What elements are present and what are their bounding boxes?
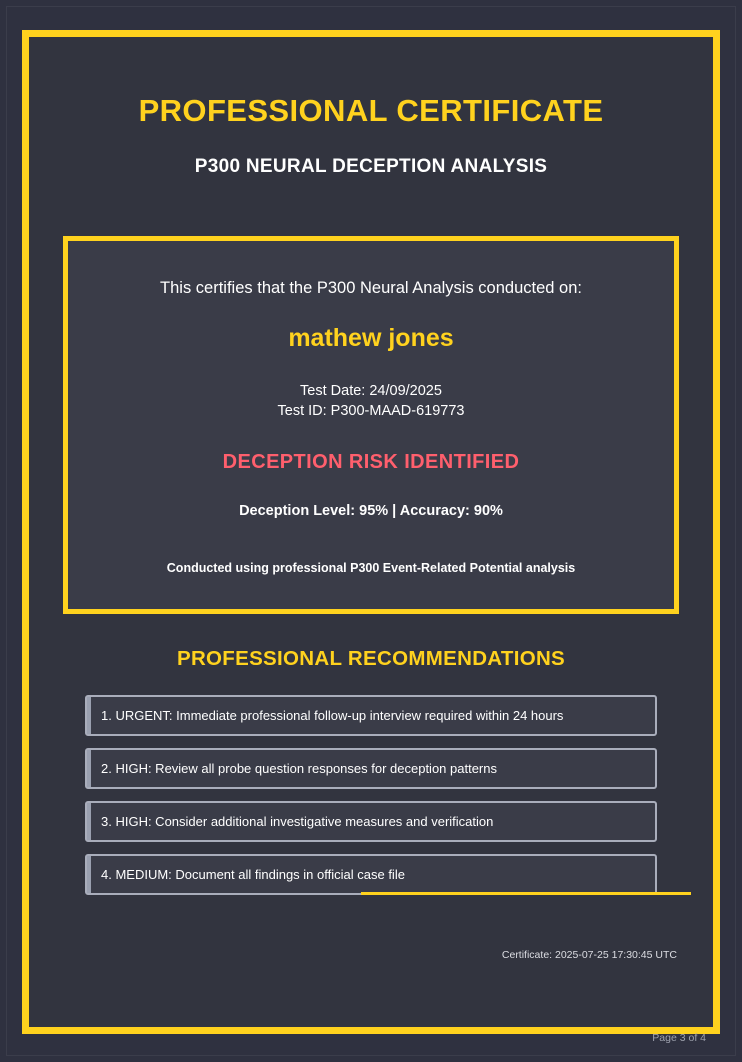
method-note: Conducted using professional P300 Event-Related Potential analysis bbox=[166, 561, 576, 575]
verdict-status: DECEPTION RISK IDENTIFIED bbox=[222, 451, 520, 473]
deception-levels: Deception Level: 95% | Accuracy: 90% bbox=[239, 503, 503, 519]
certificate-title: PROFESSIONAL CERTIFICATE bbox=[138, 93, 604, 128]
certificate-content bbox=[29, 37, 713, 1027]
page-number: Page 3 of 4 bbox=[652, 1032, 706, 1044]
subject-name: mathew jones bbox=[288, 324, 454, 352]
result-panel bbox=[63, 236, 679, 614]
list-item: 2. HIGH: Review all probe question responses for deception patterns bbox=[85, 748, 657, 789]
list-item: 1. URGENT: Immediate professional follow-up interview required within 24 hours bbox=[85, 695, 657, 736]
certificate-border bbox=[22, 30, 720, 1034]
test-id: Test ID: P300-MAAD-619773 bbox=[277, 403, 465, 419]
list-item: 4. MEDIUM: Document all findings in official case file bbox=[85, 854, 657, 895]
recommendations-list bbox=[63, 695, 679, 895]
accent-divider bbox=[361, 892, 691, 895]
recommendations-heading: PROFESSIONAL RECOMMENDATIONS bbox=[176, 647, 566, 670]
certificate-subtitle: P300 NEURAL DECEPTION ANALYSIS bbox=[194, 156, 548, 177]
list-item: 3. HIGH: Consider additional investigative measures and verification bbox=[85, 801, 657, 842]
certifies-text: This certifies that the P300 Neural Analysis conducted on: bbox=[160, 279, 582, 297]
certificate-stamp: Certificate: 2025-07-25 17:30:45 UTC bbox=[501, 949, 677, 961]
test-date: Test Date: 24/09/2025 bbox=[300, 383, 442, 399]
